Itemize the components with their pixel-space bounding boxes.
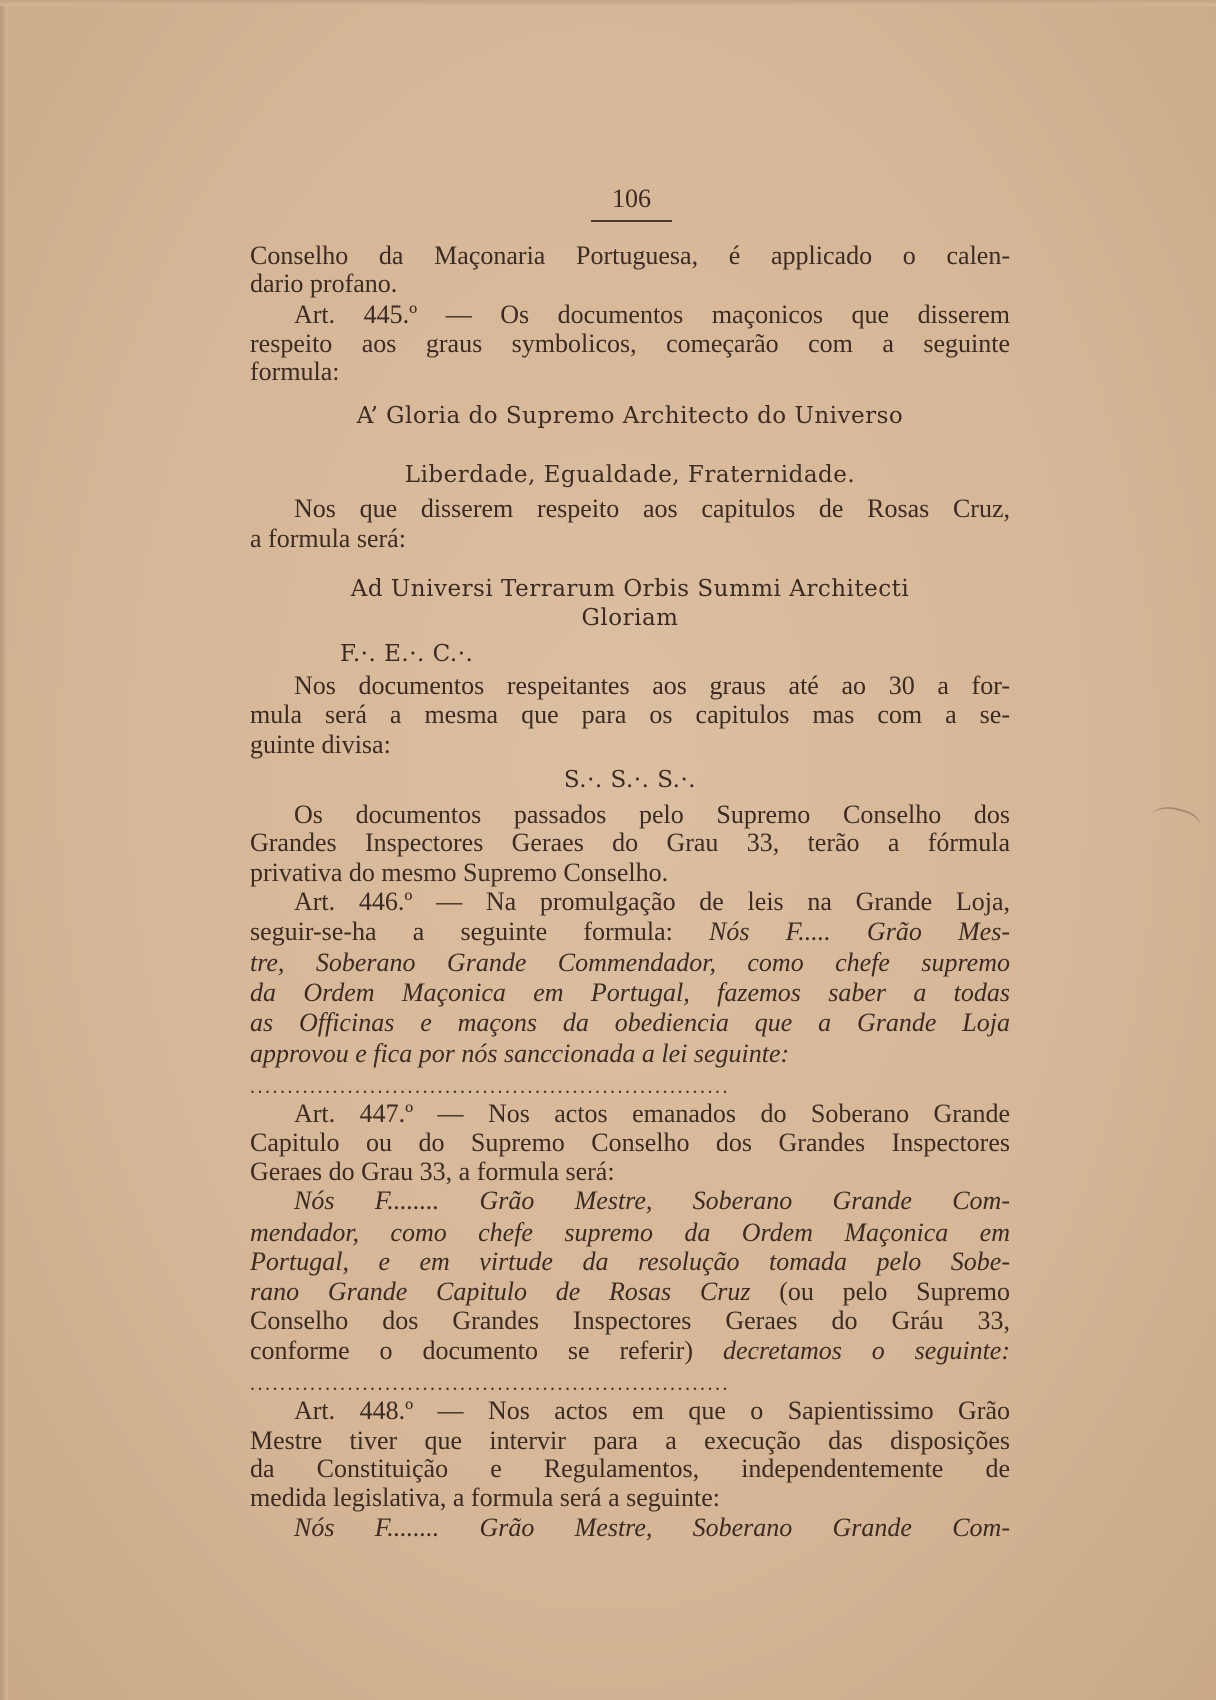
text-segment: Conselho dos Grandes Inspectores Geraes do Gráu 33, [250,1306,1010,1335]
text-line [250,948,1010,978]
text-line [250,1039,1010,1069]
text-line [250,329,1010,359]
text-line [250,1008,1010,1038]
text-segment: conforme o documento se referir) [250,1336,723,1365]
text-segment: Geraes do Grau 33, a formula será: [250,1157,615,1186]
text-segment: (ou pelo Supremo [750,1277,1010,1306]
text-line [250,524,1010,554]
text-segment: Nos que disserem respeito aos capitulos de Rosas Cruz, [294,494,1010,523]
text-line [250,800,1010,830]
text-segment: Art. 446.º — Na promulgação de leis na Grande Loja, [294,887,1010,916]
text-line [250,1483,1010,1513]
dotted-separator [250,1072,1010,1102]
dotted-separator [250,1369,1010,1399]
text-line [250,978,1010,1008]
text-segment: a formula será: [250,524,406,553]
text-line [250,700,1010,730]
formula-line [250,401,1010,431]
text-segment: Art. 447.º — Nos actos emanados do Soberano Grande [294,1099,1010,1128]
page-edge-top [0,0,1216,6]
italic-text: approvou e fica por nós sanccionada a lei seguinte: [250,1039,790,1068]
text-segment: Conselho da Maçonaria Portuguesa, é applicado o calen- [250,241,1010,270]
text-segment: Art. 445.º — Os documentos maçonicos que disserem [294,300,1010,329]
italic-text: Portugal, e em virtude da resolução tomada pelo Sobe- [250,1247,1010,1276]
formula-line [250,460,1010,490]
text-line [250,494,1010,524]
italic-text: da Ordem Maçonica em Portugal, fazemos saber a todas [250,978,1010,1007]
text-segment: Gloriam [581,605,679,631]
text-segment: Os documentos passados pelo Supremo Conselho dos [294,800,1010,829]
formula-line [250,639,1100,669]
text-line [250,1247,1010,1277]
italic-text: decretamos o seguinte: [722,1336,1010,1365]
text-line [250,1336,1010,1366]
text-segment: da Constituição e Regulamentos, independentemente de [250,1454,1010,1483]
text-segment: seguir-se-ha a seguinte formula: [250,917,710,946]
page-number: 106 [612,184,651,213]
text-segment: guinte divisa: [250,730,391,759]
text-line [250,300,1010,330]
italic-text: tre, Soberano Grande Commendador, como chefe supremo [250,948,1010,977]
text-line [250,858,1010,888]
text-line [250,1426,1010,1456]
text-segment: A’ Gloria do Supremo Architecto do Universo [356,403,904,429]
text-line [250,1186,1010,1216]
text-line [250,828,1010,858]
text-segment: ................................................................ [250,1076,730,1098]
text-segment: Mestre tiver que intervir para a execução das disposições [250,1426,1010,1455]
text-segment: Ad Universi Terrarum Orbis Summi Architecti [350,576,910,602]
text-line [250,917,1010,947]
text-line [250,730,1010,760]
text-line [250,1157,1010,1187]
text-line [250,1513,1010,1543]
text-segment: formula: [250,357,340,386]
italic-text: rano Grande Capitulo de Rosas Cruz [250,1277,751,1306]
text-segment: S.·. S.·. S.·. [563,767,697,793]
text-line [250,357,1010,387]
paper-tear-mark [1147,802,1203,844]
page-edge [0,0,8,1700]
text-line [250,1277,1010,1307]
text-line [250,1099,1010,1129]
italic-text: as Officinas e maçons da obediencia que a Grande Loja [250,1008,1010,1037]
italic-text: Nós F........ Grão Mestre, Soberano Grande Com- [294,1186,1010,1215]
text-line [250,1306,1010,1336]
text-segment: privativa do mesmo Supremo Conselho. [250,858,669,887]
text-segment: dario profano. [250,269,398,298]
text-line [250,269,1010,299]
text-segment: Art. 448.º — Nos actos em que o Sapientissimo Grão [294,1396,1010,1425]
text-segment: mula será a mesma que para os capitulos mas com a se- [250,700,1010,729]
text-segment: Grandes Inspectores Geraes do Grau 33, terão a fórmula [250,828,1010,857]
text-segment: Liberdade, Egualdade, Fraternidade. [404,462,856,488]
page-number-rule [591,220,672,222]
italic-text: Nós F........ Grão Mestre, Soberano Grande Com- [294,1513,1010,1542]
text-line [250,1218,1010,1248]
text-segment: ................................................................ [250,1373,730,1395]
text-line [250,1396,1010,1426]
text-line [250,887,1010,917]
italic-text: mendador, como chefe supremo da Ordem Maçonica em [250,1218,1010,1247]
text-segment: Capitulo ou do Supremo Conselho dos Grandes Inspectores [250,1128,1010,1157]
italic-text: Nós F..... Grão Mes- [709,917,1011,946]
formula-line [250,574,1010,604]
formula-line [250,603,1010,633]
text-line [250,241,1010,271]
text-segment: F.·. E.·. C.·. [340,641,474,667]
text-segment: Nos documentos respeitantes aos graus até ao 30 a for- [294,671,1010,700]
formula-line [250,765,1010,795]
text-line [250,671,1010,701]
text-segment: respeito aos graus symbolicos, começarão com a seguinte [250,329,1010,358]
text-line [250,1454,1010,1484]
text-line [250,1128,1010,1158]
text-segment: medida legislativa, a formula será a seguinte: [250,1483,720,1512]
